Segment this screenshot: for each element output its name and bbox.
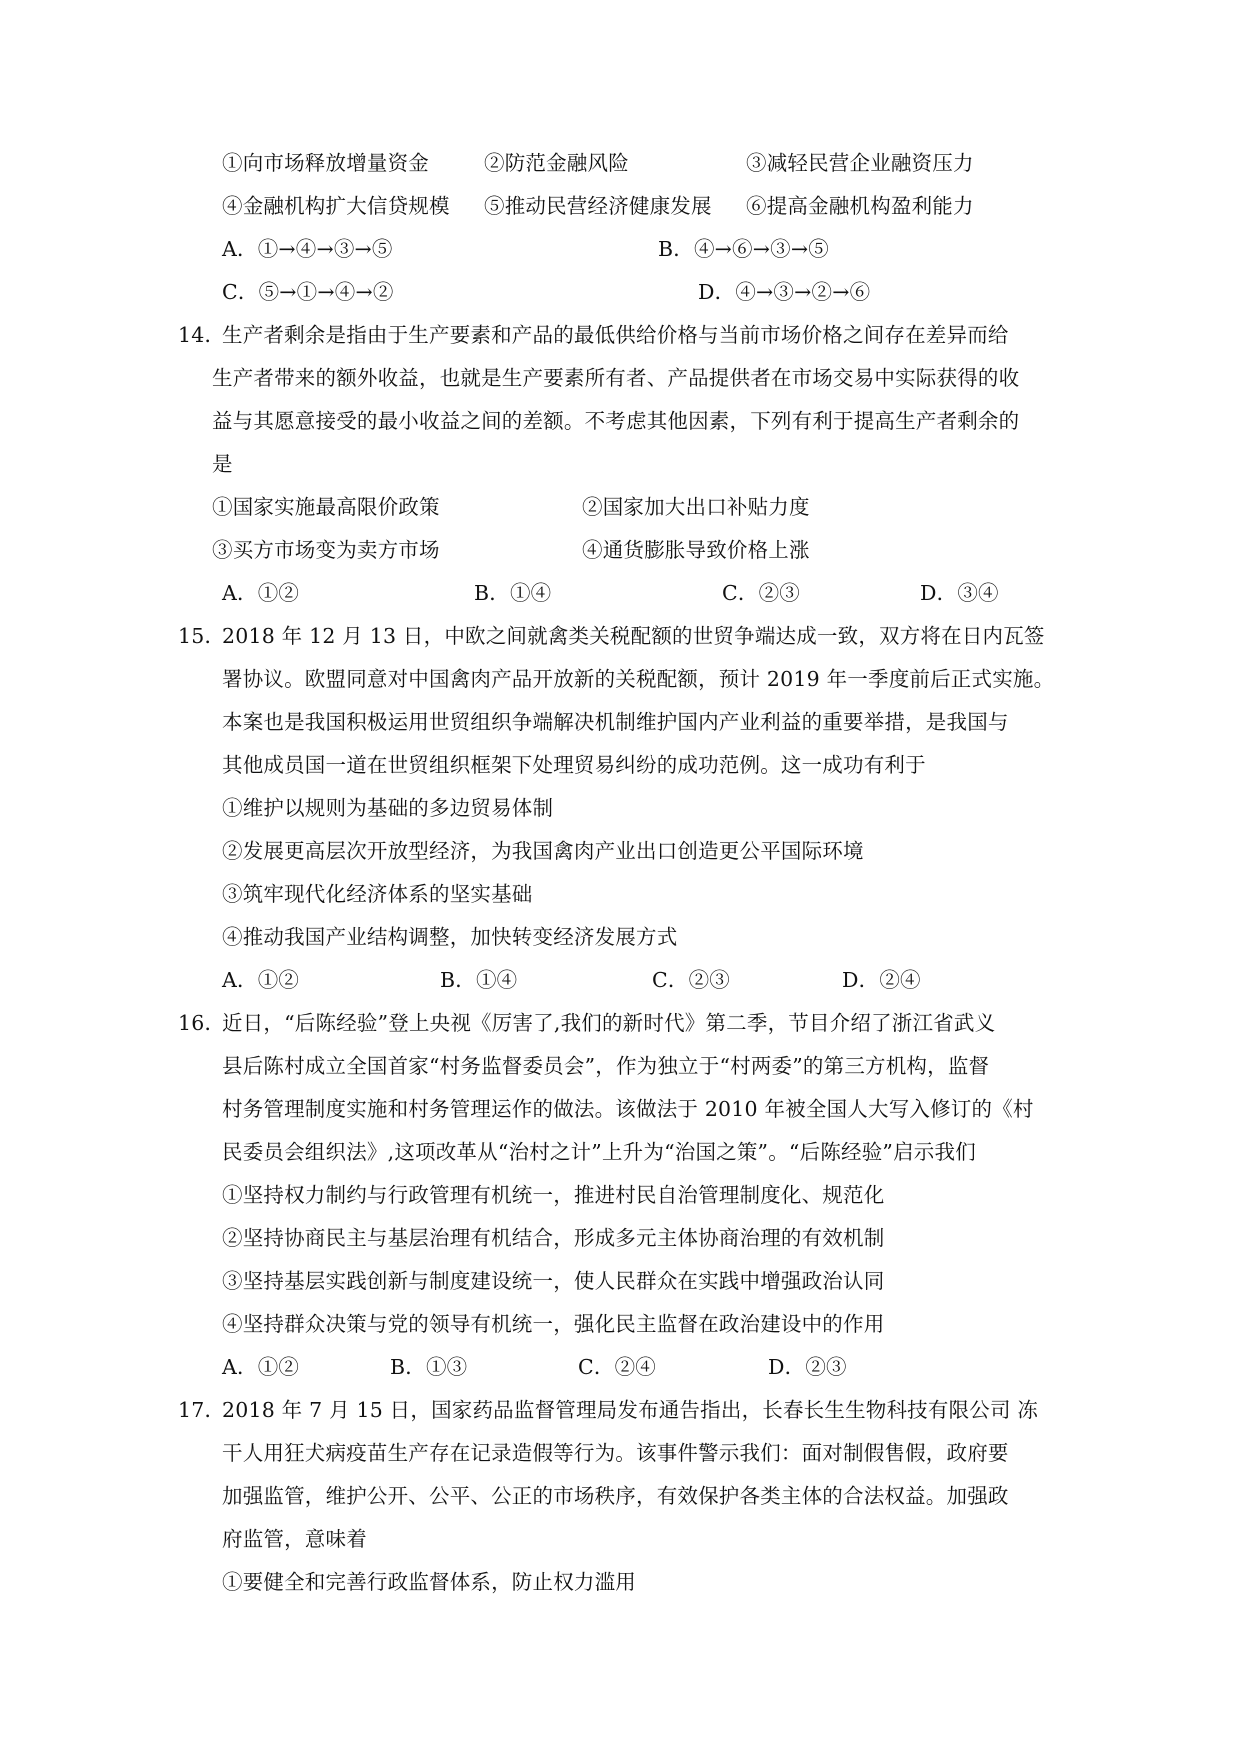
q15-item-2: ②发展更高层次开放型经济，为我国禽肉产业出口创造更公平国际环境 xyxy=(222,839,864,863)
q15-stem-line-3: 本案也是我国积极运用世贸组织争端解决机制维护国内产业利益的重要举措，是我国与 xyxy=(222,710,1009,734)
q16-stem-line-2: 县后陈村成立全国首家“村务监督委员会”，作为独立于“村两委”的第三方机构，监督 xyxy=(222,1054,990,1078)
q16-option-a: A．①② xyxy=(222,1355,300,1379)
q14-stem-line-3: 益与其愿意接受的最小收益之间的差额。不考虑其他因素，下列有利于提高生产者剩余的 xyxy=(212,409,1020,433)
q15-stem-line-1: 2018 年 12 月 13 日，中欧之间就禽类关税配额的世贸争端达成一致，双方将在日内瓦签 xyxy=(222,624,1045,648)
q14-item-1: ①国家实施最高限价政策 xyxy=(212,495,440,519)
q16-item-4: ④坚持群众决策与党的领导有机统一，强化民主监督在政治建设中的作用 xyxy=(222,1312,885,1336)
q13-option-a: A．①→④→③→⑤ xyxy=(222,237,393,261)
q14-item-2: ②国家加大出口补贴力度 xyxy=(582,495,810,519)
q15-item-1: ①维护以规则为基础的多边贸易体制 xyxy=(222,796,554,820)
q16-option-d: D．②③ xyxy=(768,1355,847,1379)
q16-item-2: ②坚持协商民主与基层治理有机结合，形成多元主体协商治理的有效机制 xyxy=(222,1226,885,1250)
q16-item-1: ①坚持权力制约与行政管理有机统一，推进村民自治管理制度化、规范化 xyxy=(222,1183,885,1207)
q14-stem-line-2: 生产者带来的额外收益，也就是生产要素所有者、产品提供者在市场交易中实际获得的收 xyxy=(212,366,1020,390)
q17-item-1: ①要健全和完善行政监督体系，防止权力滥用 xyxy=(222,1570,636,1594)
q16-option-c: C．②④ xyxy=(578,1355,656,1379)
q15-item-3: ③筑牢现代化经济体系的坚实基础 xyxy=(222,882,533,906)
q16-item-3: ③坚持基层实践创新与制度建设统一，使人民群众在实践中增强政治认同 xyxy=(222,1269,885,1293)
q13-item-6: ⑥提高金融机构盈利能力 xyxy=(746,194,974,218)
q14-option-a: A．①② xyxy=(222,581,300,605)
q15-stem-line-4: 其他成员国一道在世贸组织框架下处理贸易纠纷的成功范例。这一成功有利于 xyxy=(222,753,926,777)
q14-option-c: C．②③ xyxy=(722,581,800,605)
q17-stem-line-3: 加强监管，维护公开、公平、公正的市场秩序，有效保护各类主体的合法权益。加强政 xyxy=(222,1484,1009,1508)
q14-option-b: B．①④ xyxy=(474,581,552,605)
q15-option-b: B．①④ xyxy=(440,968,518,992)
q14-item-4: ④通货膨胀导致价格上涨 xyxy=(582,538,810,562)
q16-stem-line-4: 民委员会组织法》,这项改革从“治村之计”上升为“治国之策”。“后陈经验”启示我们 xyxy=(222,1140,976,1164)
q13-item-3: ③减轻民营企业融资压力 xyxy=(746,151,974,175)
q15-number: 15． xyxy=(178,624,226,648)
q13-option-d: D．④→③→②→⑥ xyxy=(698,280,871,304)
q14-item-3: ③买方市场变为卖方市场 xyxy=(212,538,440,562)
q15-option-d: D．②④ xyxy=(842,968,921,992)
q13-item-1: ①向市场释放增量资金 xyxy=(222,151,429,175)
q15-item-4: ④推动我国产业结构调整，加快转变经济发展方式 xyxy=(222,925,678,949)
q13-option-b: B．④→⑥→③→⑤ xyxy=(658,237,829,261)
q13-item-2: ②防范金融风险 xyxy=(484,151,629,175)
q15-option-c: C．②③ xyxy=(652,968,730,992)
q17-stem-line-2: 干人用狂犬病疫苗生产存在记录造假等行为。该事件警示我们：面对制假售假，政府要 xyxy=(222,1441,1009,1465)
q16-number: 16． xyxy=(178,1011,226,1035)
q17-number: 17． xyxy=(178,1398,226,1422)
q17-stem-line-4: 府监管，意味着 xyxy=(222,1527,367,1551)
q13-item-4: ④金融机构扩大信贷规模 xyxy=(222,194,450,218)
q14-option-d: D．③④ xyxy=(920,581,999,605)
q15-option-a: A．①② xyxy=(222,968,300,992)
q17-stem-line-1: 2018 年 7 月 15 日，国家药品监督管理局发布通告指出，长春长生生物科技有限公司 冻 xyxy=(222,1398,1039,1422)
q13-item-5: ⑤推动民营经济健康发展 xyxy=(484,194,712,218)
q16-stem-line-1: 近日，“后陈经验”登上央视《厉害了,我们的新时代》第二季，节目介绍了浙江省武义 xyxy=(222,1011,996,1035)
q16-option-b: B．①③ xyxy=(390,1355,468,1379)
q14-number: 14． xyxy=(178,323,226,347)
q14-stem-line-1: 生产者剩余是指由于生产要素和产品的最低供给价格与当前市场价格之间存在差异而给 xyxy=(222,323,1009,347)
q15-stem-line-2: 署协议。欧盟同意对中国禽肉产品开放新的关税配额，预计 2019 年一季度前后正式实施。 xyxy=(222,667,1055,691)
q14-stem-line-4: 是 xyxy=(212,452,233,476)
q16-stem-line-3: 村务管理制度实施和村务管理运作的做法。该做法于 2010 年被全国人大写入修订的《村 xyxy=(222,1097,1034,1121)
q13-option-c: C．⑤→①→④→② xyxy=(222,280,394,304)
